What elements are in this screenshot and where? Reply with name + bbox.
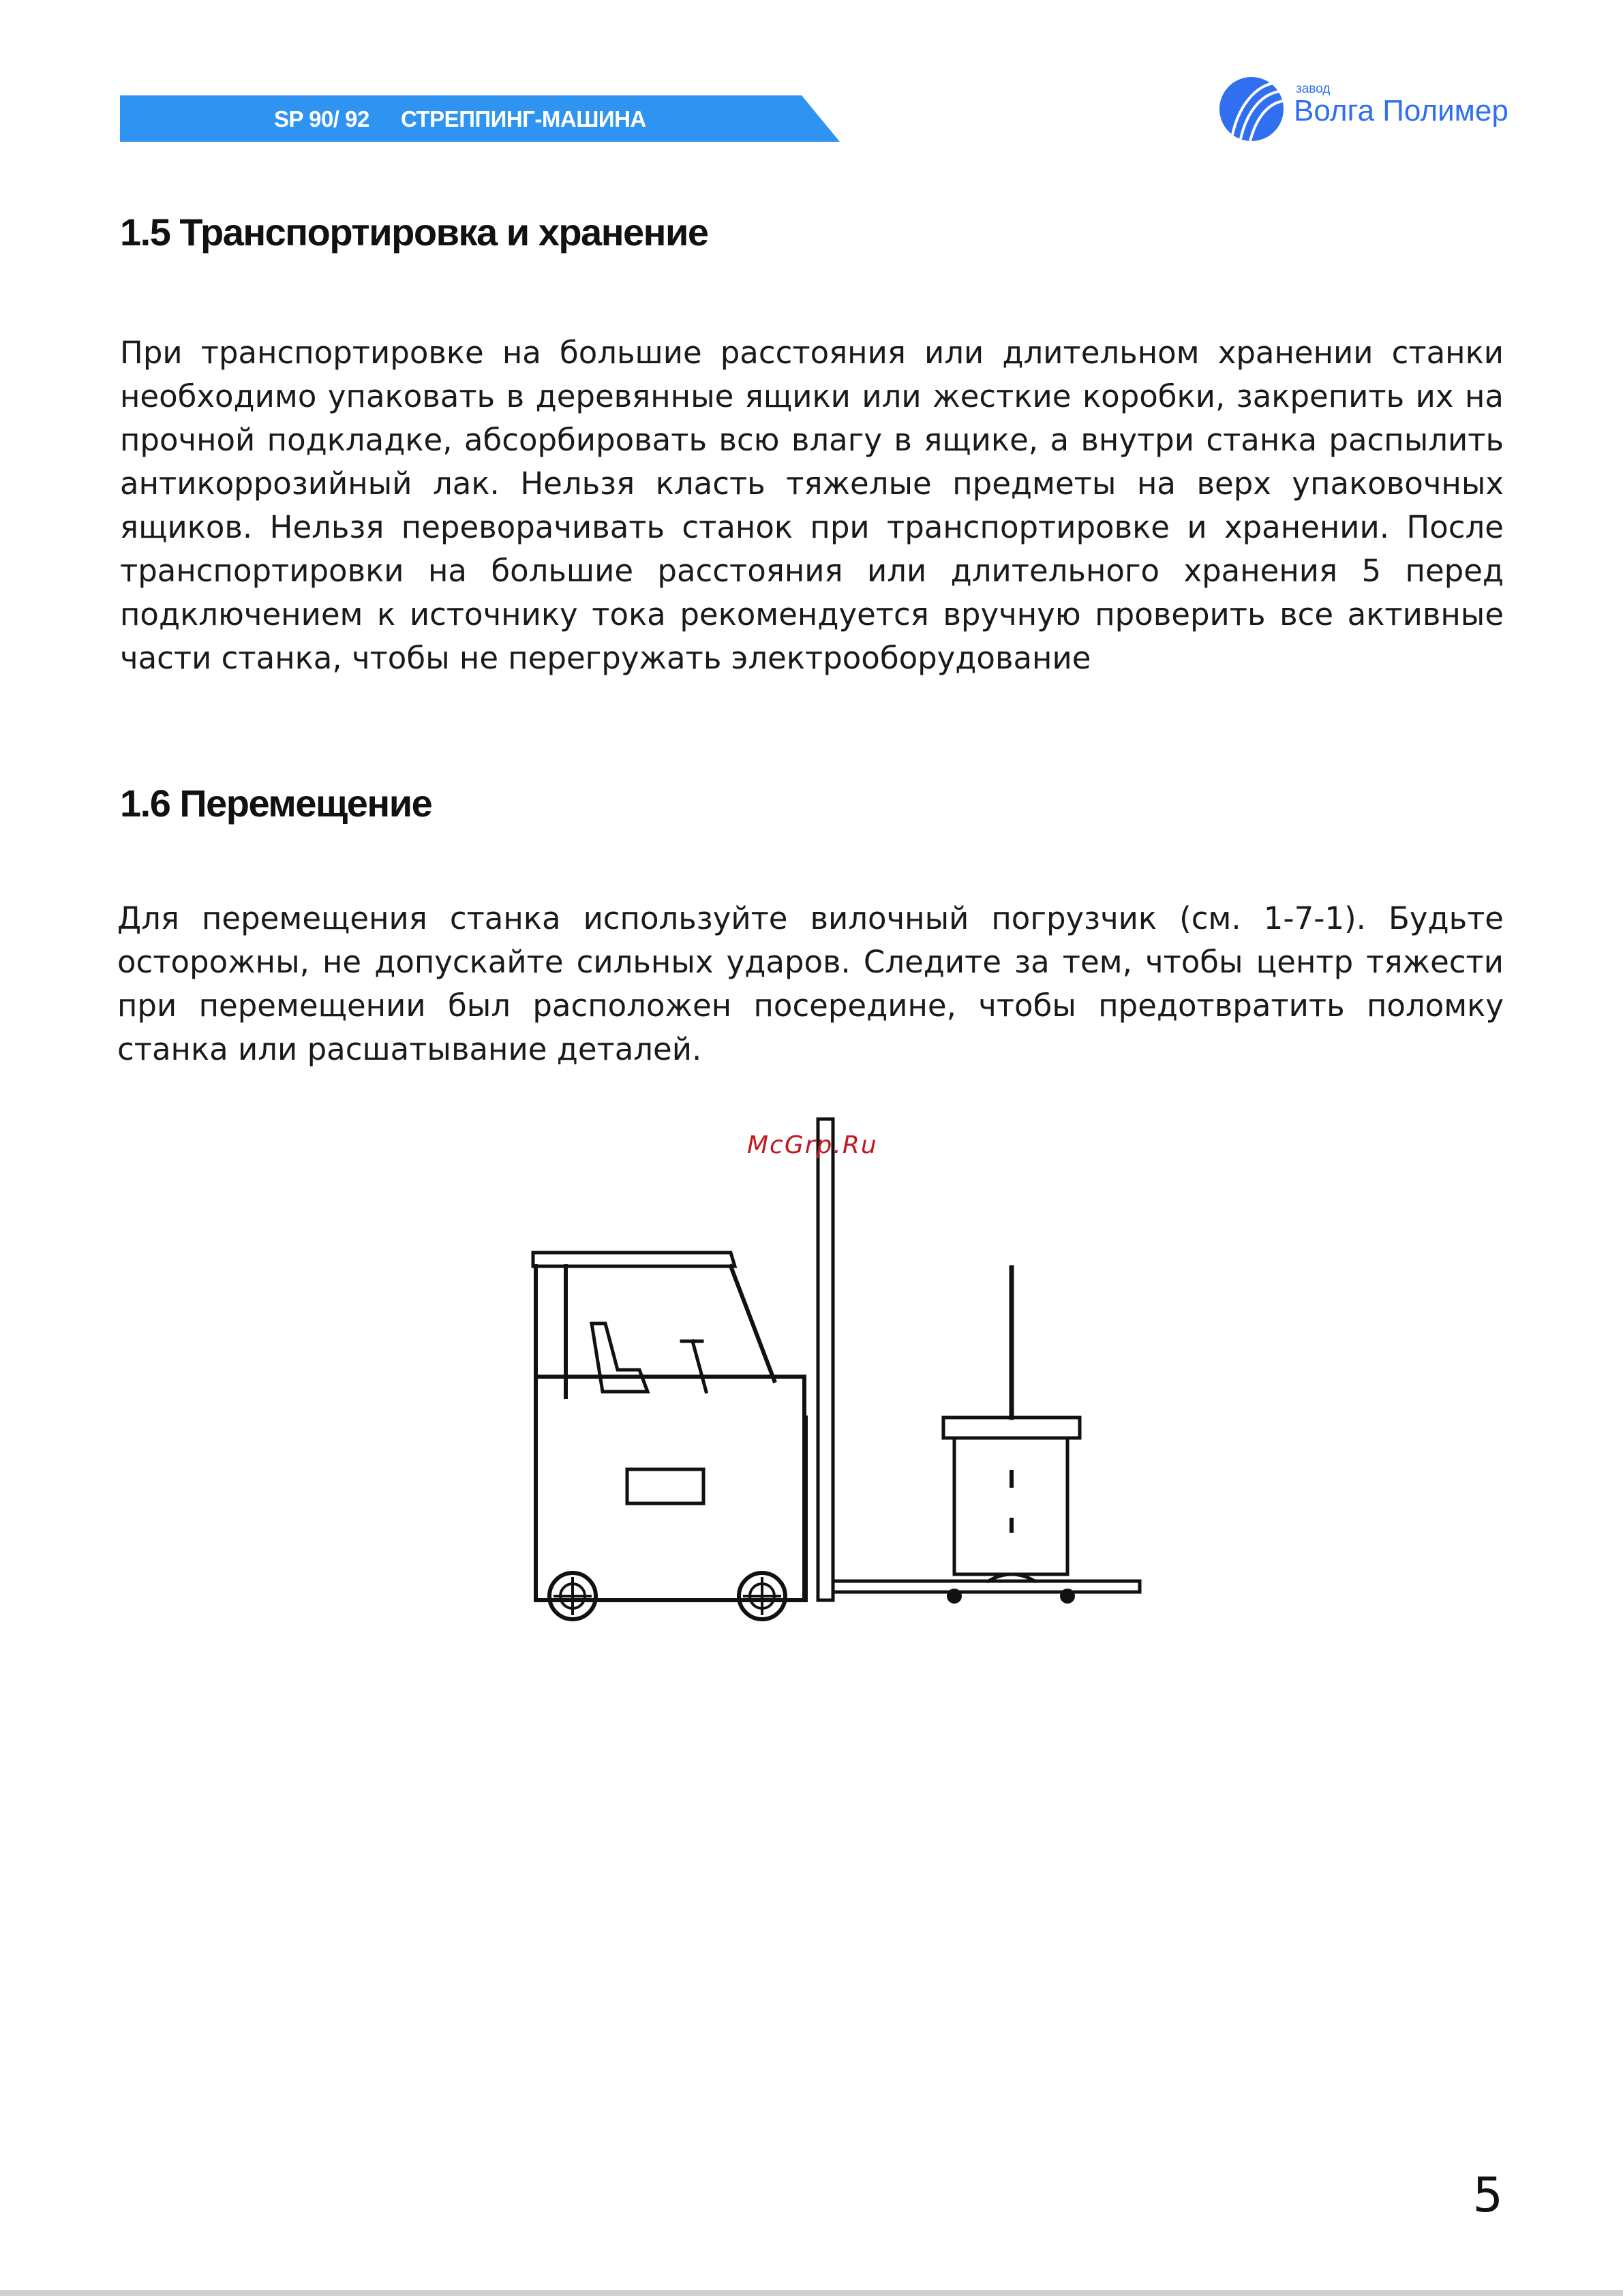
forklift-steering bbox=[682, 1341, 706, 1392]
watermark: McGrp.Ru bbox=[747, 1131, 878, 1159]
wave-globe-icon bbox=[1217, 75, 1286, 143]
header-model: SP 90/ 92 bbox=[274, 106, 369, 132]
forklift-with-machine-drawing-icon bbox=[518, 1111, 1152, 1629]
logo-brand-text: Волга Полимер bbox=[1294, 94, 1508, 127]
section-body-transport: При транспортировке на большие расстояния или длительном хранении станки необходимо упаковать в деревянные ящики или жесткие коробки, закрепить их на прочной подкладке, абсорбировать всю влагу в ящике, а внутри станка распылить антикоррозийный лак. Нельзя класть тяжелые предметы на верх упаковочных ящиков. Нельзя переворачивать станок при транспортировке и хранении. После транспортировки на большие расстояния или длительного хранения 5 перед подключением к источнику тока рекомендуется вручную проверить все активные части станка, чтобы не перегружать электрооборудование bbox=[120, 335, 1504, 676]
section-title-transport: 1.5 Транспортировка и хранение bbox=[120, 211, 708, 254]
machine-body bbox=[954, 1438, 1067, 1574]
page-number: 5 bbox=[1472, 2167, 1503, 2223]
section-body-moving: Для перемещения станка используйте вилочный погрузчик (см. 1-7-1). Будьте осторожны, не допускайте сильных ударов. Следите за тем, чтобы центр тяжести при перемещении был расположен посередине, чтобы предотвратить поломку станка или расшатывание деталей. bbox=[117, 900, 1504, 1067]
logo-small-text: завод bbox=[1296, 82, 1331, 96]
machine-top bbox=[943, 1418, 1080, 1438]
brand-logo bbox=[1217, 75, 1511, 143]
forklift-seat bbox=[592, 1323, 648, 1392]
section-title-moving: 1.6 Перемещение bbox=[120, 782, 432, 825]
forklift-cab bbox=[533, 1253, 735, 1266]
bottom-rule bbox=[0, 2290, 1623, 2296]
forklift-panel bbox=[627, 1469, 703, 1503]
forklift-mast bbox=[818, 1119, 833, 1600]
forklift-body bbox=[536, 1377, 804, 1600]
header-product: СТРЕППИНГ-МАШИНА bbox=[401, 106, 646, 132]
forklift-forks bbox=[833, 1581, 1140, 1592]
